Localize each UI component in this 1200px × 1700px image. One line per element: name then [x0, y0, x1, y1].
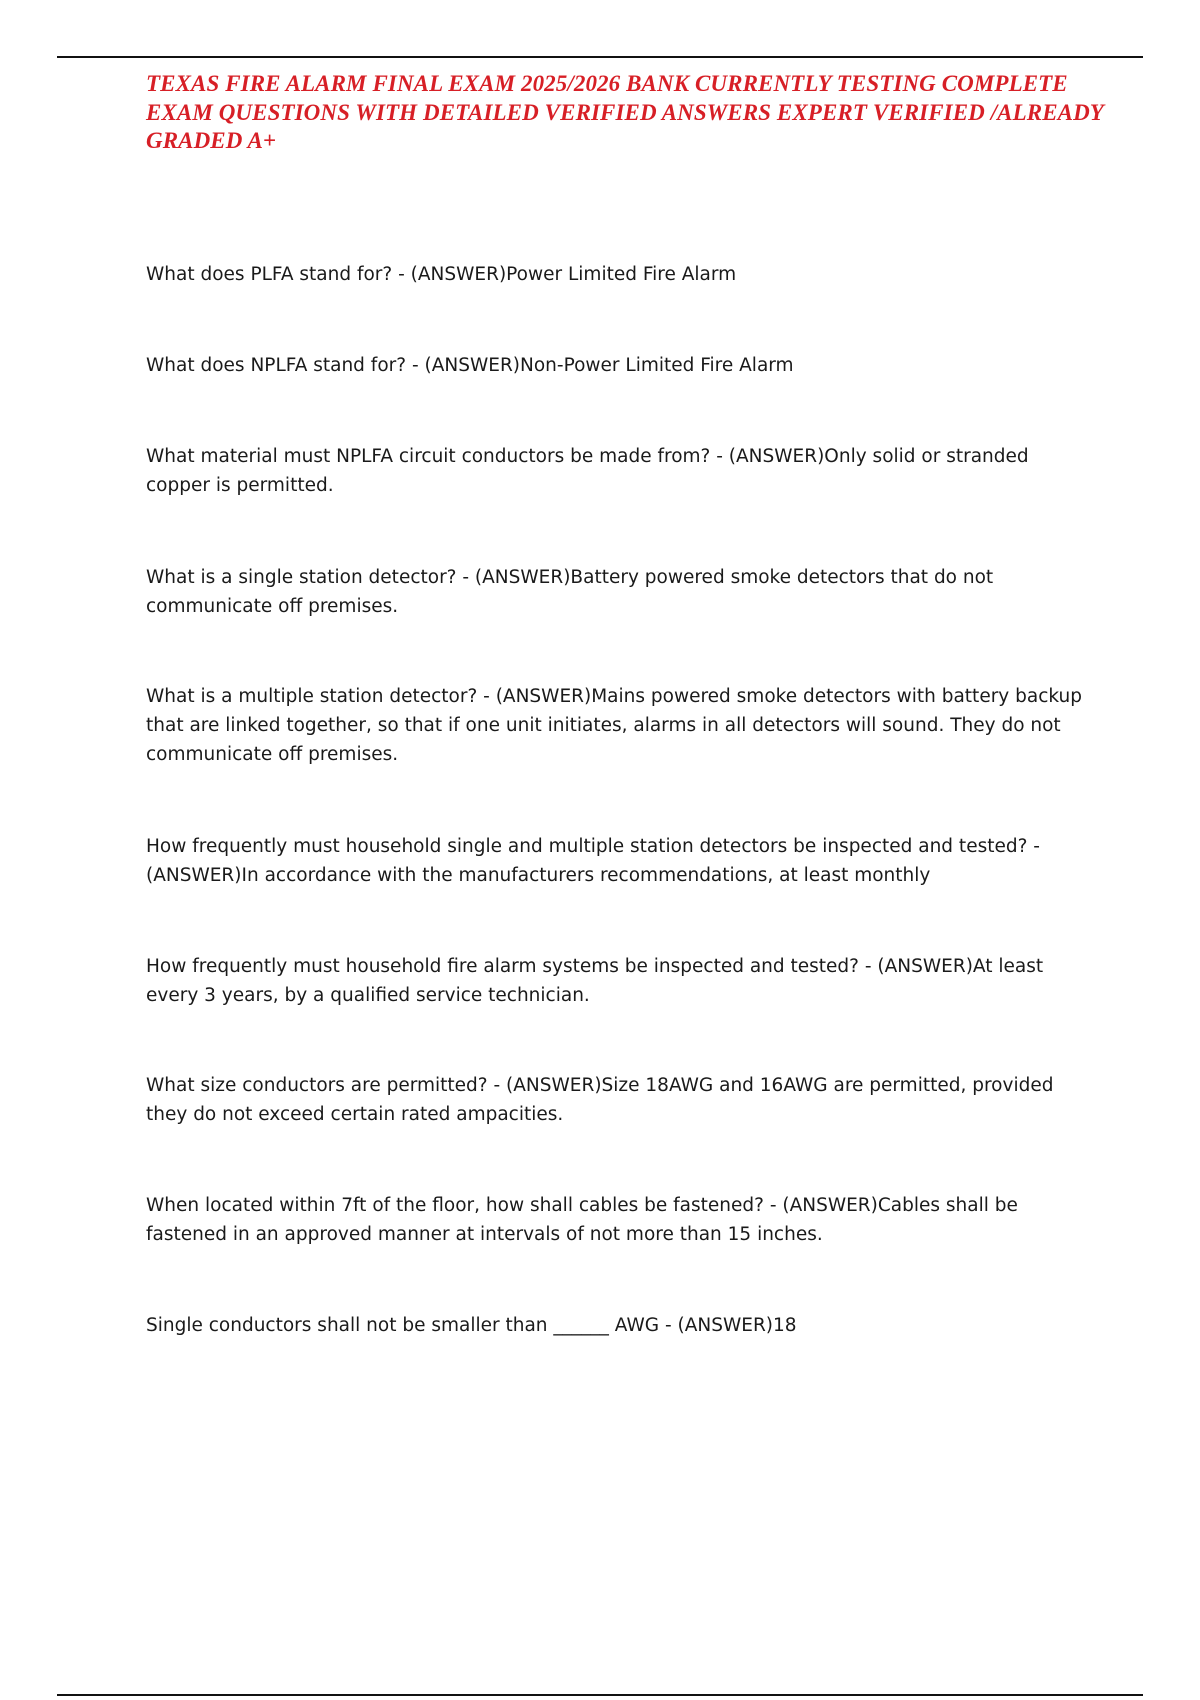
qa-item: How frequently must household single and multiple station detectors be inspected and tested? - (ANSWER)In accordance with the manufacturers recommendations, at least monthly	[146, 836, 1040, 886]
bottom-rule	[57, 1694, 1143, 1696]
qa-item: How frequently must household fire alarm systems be inspected and tested? - (ANSWER)At least every 3 years, by a qualified service technician.	[146, 956, 1044, 1006]
qa-item: What does PLFA stand for? - (ANSWER)Power Limited Fire Alarm	[146, 264, 737, 285]
top-rule	[57, 56, 1143, 58]
qa-item: What does NPLFA stand for? - (ANSWER)Non-Power Limited Fire Alarm	[146, 355, 794, 376]
qa-item: What is a single station detector? - (ANSWER)Battery powered smoke detectors that do not communicate off premises.	[146, 567, 994, 617]
qa-item: Single conductors shall not be smaller than ______ AWG - (ANSWER)18	[146, 1315, 797, 1336]
qa-item: What is a multiple station detector? - (ANSWER)Mains powered smoke detectors with battery backup that are linked together, so that if one unit initiates, alarms in all detectors will sound. They do not communicate off premises.	[146, 686, 1082, 765]
qa-item: When located within 7ft of the floor, how shall cables be fastened? - (ANSWER)Cables shall be fastened in an approved manner at intervals of not more than 15 inches.	[146, 1195, 1018, 1245]
qa-item: What size conductors are permitted? - (ANSWER)Size 18AWG and 16AWG are permitted, provided they do not exceed certain rated ampacities.	[146, 1075, 1054, 1125]
document-title: TEXAS FIRE ALARM FINAL EXAM 2025/2026 BANK CURRENTLY TESTING COMPLETE EXAM QUESTIONS WITH DETAILED VERIFIED ANSWERS EXPERT VERIFIED /ALREADY GRADED A+	[146, 71, 1104, 153]
qa-item: What material must NPLFA circuit conductors be made from? - (ANSWER)Only solid or stranded copper is permitted.	[146, 446, 1029, 496]
